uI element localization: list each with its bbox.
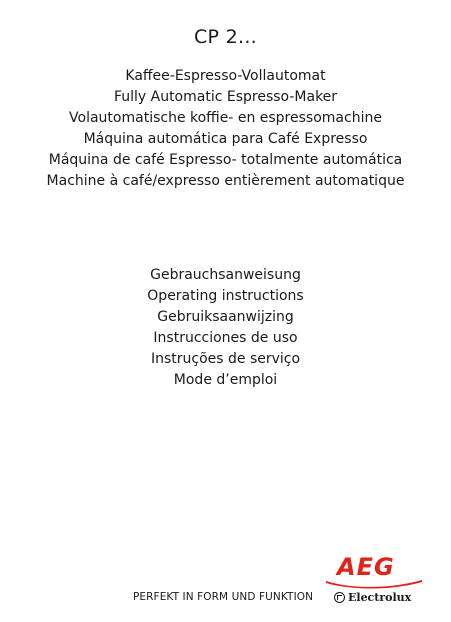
product-title-en: Fully Automatic Espresso-Maker: [113, 89, 338, 105]
manual-title-en: Operating instructions: [147, 288, 304, 304]
brand-slogan: PERFEKT IN FORM UND FUNKTION: [133, 591, 314, 603]
electrolux-wordmark: Electrolux: [348, 591, 412, 604]
product-title-de: Kaffee-Espresso-Vollautomat: [125, 68, 326, 84]
aeg-logo: AEG: [337, 553, 395, 581]
product-title-list: [0, 66, 451, 192]
product-title-pt: Máquina de café Espresso- totalmente automática: [48, 152, 403, 168]
product-title-fr: Machine à café/expresso entièrement automatique: [46, 173, 405, 189]
manual-title-es: Instrucciones de uso: [153, 330, 298, 346]
electrolux-icon: [334, 592, 345, 603]
product-title-nl: Volautomatische koffie- en espressomachine: [69, 110, 382, 126]
electrolux-logo: [334, 591, 411, 604]
manual-title-fr: Mode d’emploi: [173, 372, 278, 388]
manual-title-pt: Instruções de serviço: [150, 351, 301, 367]
model-title: CP 2...: [193, 26, 258, 48]
manual-title-list: [0, 265, 451, 391]
manual-title-nl: Gebruiksaanwijzing: [157, 309, 294, 325]
manual-title-de: Gebrauchsanweisung: [150, 267, 301, 283]
aeg-swoosh-icon: [324, 578, 424, 590]
product-title-es: Máquina automática para Café Expresso: [83, 131, 368, 147]
